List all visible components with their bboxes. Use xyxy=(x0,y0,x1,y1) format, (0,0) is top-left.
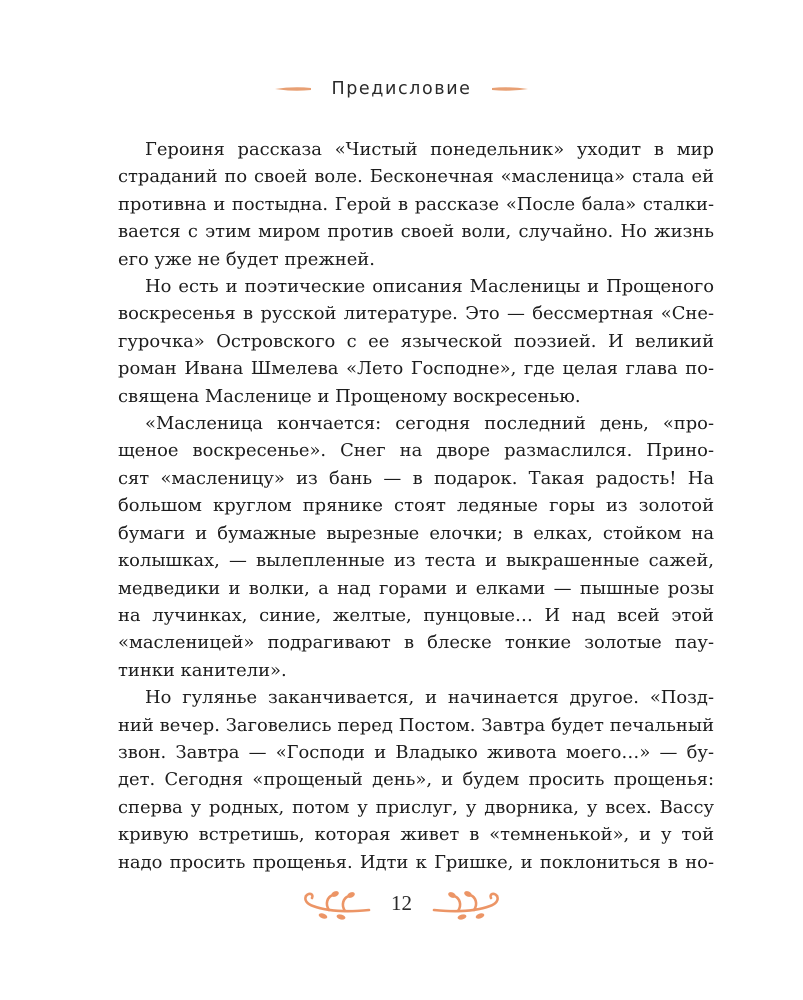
text-line: надо просить прощенья. Идти к Гришке, и поклониться в но- xyxy=(118,851,714,873)
text-line: медведики и волки, а над горами и елками — пышные розы xyxy=(118,577,714,599)
text-line: большом круглом прянике стоят ледяные горы из золотой xyxy=(118,495,714,517)
text-line: противна и постыдна. Герой в рассказе «После бала» сталки- xyxy=(118,193,714,215)
text-line: кривую встретишь, которая живет в «темненькой», и у той xyxy=(118,824,714,846)
running-header xyxy=(0,72,803,106)
right-leaf-ornament-icon xyxy=(432,886,504,920)
text-line: его уже не будет прежней. xyxy=(118,248,375,270)
text-line: роман Ивана Шмелева «Лето Господне», где целая глава по- xyxy=(118,358,714,380)
left-leaf-ornament-icon xyxy=(299,886,371,920)
page-footer xyxy=(0,883,803,923)
text-line: Героиня рассказа «Чистый понедельник» уходит в мир xyxy=(145,139,714,160)
text-line: страданий по своей воле. Бесконечная «масленица» стала ей xyxy=(118,166,714,188)
text-line: вается с этим миром против своей воли, случайно. Но жизнь xyxy=(118,221,714,243)
text-line: Но гулянье заканчивается, и начинается другое. «Позд- xyxy=(145,687,714,709)
text-line: воскресенья в русской литературе. Это — бессмертная «Сне- xyxy=(118,303,714,325)
text-line: «Масленица кончается: сегодня последний день, «про- xyxy=(145,413,714,435)
text-line: дет. Сегодня «прощеный день», и будем просить прощенья: xyxy=(118,769,714,791)
text-line: сперва у родных, потом у прислуг, у дворника, у всех. Вассу xyxy=(118,796,714,818)
page-number: 12 xyxy=(391,890,412,915)
body-text xyxy=(118,136,714,876)
right-dash-ornament xyxy=(492,85,528,93)
paragraph xyxy=(118,684,714,876)
text-line: «масленицей» подрагивают в блеске тонкие золотые пау- xyxy=(118,632,714,654)
paragraph xyxy=(118,273,714,410)
text-line: колышках, — вылепленные из теста и выкрашенные сажей, xyxy=(118,550,714,572)
text-line: ний вечер. Заговелись перед Постом. Завтра будет печальный xyxy=(118,714,714,736)
text-line: щеное воскресенье». Снег на дворе размаслился. Прино- xyxy=(118,440,714,462)
text-line: священа Масленице и Прощеному воскресенью. xyxy=(118,385,581,407)
text-line: тинки канители». xyxy=(118,659,287,681)
text-line: гурочка» Островского с ее языческой поэзией. И великий xyxy=(118,330,714,352)
text-line: звон. Завтра — «Господи и Владыко живота моего…» — бу- xyxy=(118,741,714,763)
chapter-title: Предисловие xyxy=(331,79,472,99)
text-line: Но есть и поэтические описания Масленицы и Прощеного xyxy=(145,276,714,298)
left-dash-ornament xyxy=(275,85,311,93)
paragraph xyxy=(118,136,714,273)
text-line: бумаги и бумажные вырезные елочки; в елках, стойком на xyxy=(118,522,714,544)
text-line: на лучинках, синие, желтые, пунцовые… И над всей этой xyxy=(118,604,714,626)
text-line: сят «масленицу» из бань — в подарок. Такая радость! На xyxy=(118,467,714,489)
paragraph xyxy=(118,410,714,684)
